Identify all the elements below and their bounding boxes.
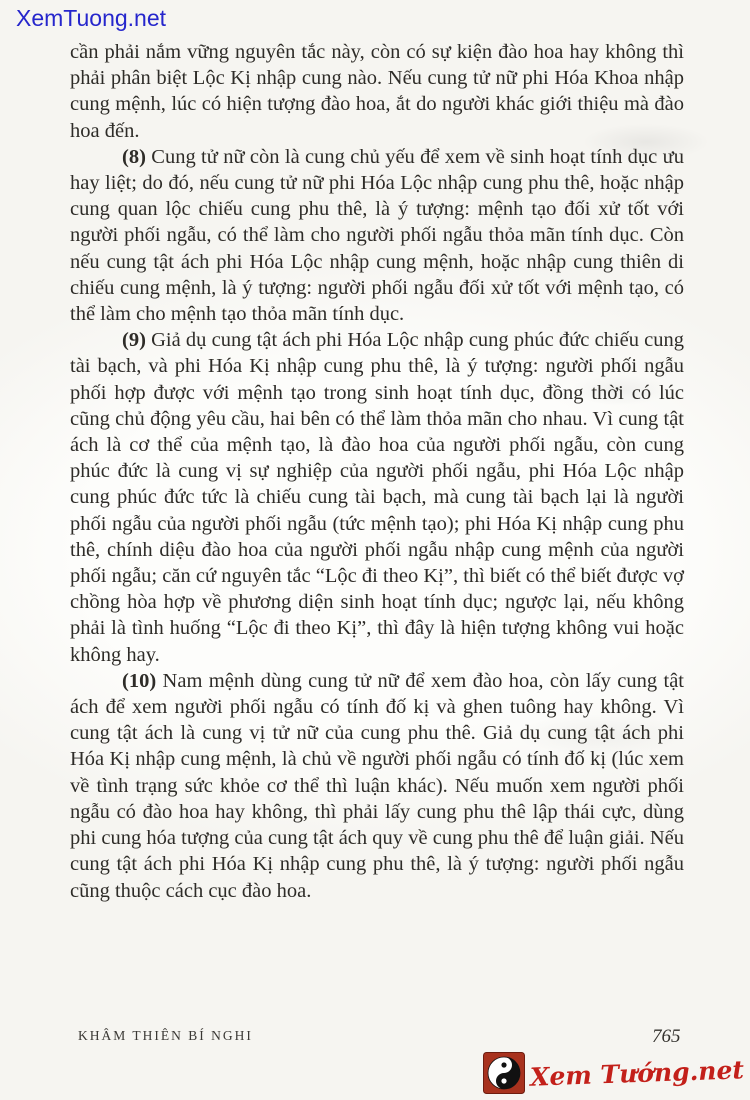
paragraph: cần phải nắm vững nguyên tắc này, còn có sự kiện đào hoa hay không thì phải phân biệt Lộc Kị nhập cung nào. Nếu cung tử nữ phi Hóa Khoa nhập cung mệnh, lúc có hiện tượng đào hoa, ắt do người khác giới thiệu mà đào hoa đến. — [70, 41, 684, 142]
paragraph: (9) Giả dụ cung tật ách phi Hóa Lộc nhập cung phúc đức chiếu cung tài bạch, và phi Hóa Kị nhập cung phu thê, là ý tượng: người phối ngẫu phối hợp được với mệnh tạo trong sinh hoạt tính dục, đồng thời có lúc cũng chủ động yêu cầu, hai bên có thể làm thỏa mãn cho nhau. Vì cung tật ách là cơ thể của mệnh tạo, là đào hoa của người phối ngẫu, còn cung phúc đức là cung vị sự nghiệp của người phối ngẫu, phi Hóa Lộc nhập cung phúc đức tức là chiếu cung tài bạch, mà cung tài bạch lại là người phối ngẫu của người phối ngẫu (tức mệnh tạo); phi Hóa Kị nhập cung phu thê, chính diệu đào hoa của người phối ngẫu nhập cung mệnh của người phối ngẫu; căn cứ nguyên tắc “Lộc đi theo Kị”, thì biết có thể biết được vợ chồng hòa hợp về phương diện sinh hoạt tính dục; ngược lại, nếu không phải là tình huống “Lộc đi theo Kị”, thì đây là hiện tượng không vui hoặc không hay. — [70, 329, 685, 666]
site-logo — [483, 1052, 744, 1094]
footer-page-number: 765 — [652, 1026, 681, 1047]
paragraph-number: (10) — [122, 669, 163, 692]
footer-book-title: KHÂM THIÊN BÍ NGHI — [78, 1028, 253, 1043]
watermark-site-name: XemTuong.net — [16, 5, 167, 31]
paragraph-number: (9) — [122, 329, 152, 352]
yin-yang-icon — [483, 1052, 525, 1094]
site-logo-text: Xem Tướng.net — [529, 1054, 745, 1092]
paragraph: (8) Cung tử nữ còn là cung chủ yếu để xem về sinh hoạt tính dục ưu hay liệt; do đó, nếu cung tử nữ phi Hóa Lộc nhập cung phu thê, hoặc nhập cung quan lộc chiếu cung phu thê, là ý tượng: mệnh tạo đối xử tốt với người phối ngẫu, có thể làm cho người phối ngẫu thỏa mãn tính dục. Còn nếu cung tật ách phi Hóa Lộc nhập cung mệnh, hoặc nhập cung thiên di chiếu cung mệnh, là ý tượng: người phối ngẫu đối xử tốt với mệnh tạo, có thể làm cho mệnh tạo thỏa mãn tính dục. — [70, 145, 684, 326]
page-body-text — [70, 39, 684, 904]
paragraph-number: (8) — [122, 145, 152, 168]
paragraph: (10) Nam mệnh dùng cung tử nữ để xem đào hoa, còn lấy cung tật ách để xem người phối ngẫu có tính đố kị và ghen tuông hay không. Vì cung tật ách là cung vị tử nữ của cung phu thê. Giả dụ cung tật ách phi Hóa Kị nhập cung mệnh, là chủ về người phối ngẫu có tính đố kị (lúc xem về tình trạng sức khỏe cơ thể thì luận khác). Nếu muốn xem người phối ngẫu có đào hoa hay không, thì phải lấy cung phu thê lập thái cực, dùng phi cung hóa tượng của cung tật ách quy về cung phu thê để luận giải. Nếu cung tật ách phi Hóa Kị nhập cung phu thê, là ý tượng: người phối ngẫu cũng thuộc cách cục đào hoa. — [70, 669, 684, 902]
